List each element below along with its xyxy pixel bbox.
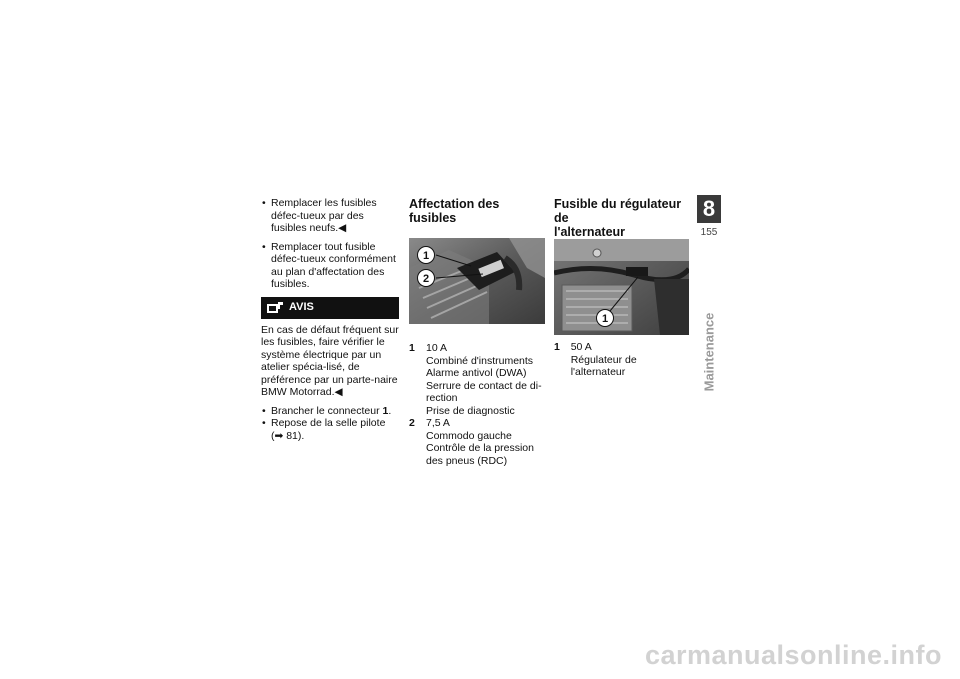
legend-line: Contrôle de la pression <box>426 442 534 454</box>
callout-2: 2 <box>422 273 430 285</box>
notice-header <box>261 297 399 319</box>
alternator-regulator-illustration <box>554 239 689 335</box>
column-middle <box>409 197 547 467</box>
alternator-legend <box>554 341 692 379</box>
seat-text: • Repose de la selle pilote <box>271 417 386 429</box>
seat-ref: (➡ 81). <box>271 429 305 442</box>
legend-item-1 <box>554 341 692 379</box>
legend-line: 7,5 A <box>426 417 450 429</box>
section-heading-alternator-fuse <box>554 197 692 239</box>
page-number: 155 <box>700 227 718 238</box>
fuse-box-photo <box>409 238 545 324</box>
legend-line: 10 A <box>426 342 448 354</box>
alternator-regulator-photo <box>554 239 689 335</box>
bullet-replace-according-plan: • Remplacer tout fusible défec-tueux conformément au plan d'affectation des fusibles. <box>261 241 399 291</box>
notice-label: AVIS <box>289 301 314 314</box>
callout-1: 1 <box>601 313 609 325</box>
heading-line-2: l'alternateur <box>554 225 626 239</box>
legend-line: Serrure de contact de di- <box>426 379 542 392</box>
bullet-refit-seat <box>261 417 399 442</box>
bullet-connect-connector <box>261 405 399 418</box>
section-heading-fuse-assignment: Affectation des fusibles <box>409 197 500 225</box>
legend-line: des pneus (RDC) <box>426 454 508 467</box>
legend-number: 2 <box>409 417 415 429</box>
column-left <box>261 197 399 448</box>
legend-line: Prise de diagnostic <box>426 404 515 417</box>
callout-1: 1 <box>422 250 430 262</box>
legend-item-1 <box>409 342 547 417</box>
connector-end: . <box>388 404 392 417</box>
legend-line: Commodo gauche <box>426 429 512 442</box>
legend-line: Régulateur de l'alternateur <box>570 353 637 378</box>
fuse-box-illustration <box>409 238 545 324</box>
legend-line: 50 A <box>570 341 592 353</box>
column-right <box>554 197 692 379</box>
legend-number: 1 <box>554 341 560 353</box>
bullet-replace-fuses: • Remplacer les fusibles défec-tueux par des fusibles neufs.◀ <box>261 197 399 235</box>
heading-line-1: Fusible du régulateur de <box>554 197 682 225</box>
fuse-legend <box>409 342 547 467</box>
notice-text: En cas de défaut fréquent sur les fusibles, faire vérifier le système électrique par un atelier spécia-lisé, de préférence par un parte-naire BMW Motorrad.◀ <box>261 323 399 398</box>
watermark: carmanualsonline.info <box>644 640 942 670</box>
chapter-number-badge: 8 <box>697 195 721 223</box>
service-notice-icon <box>267 301 283 314</box>
legend-line: Combiné d'instruments <box>426 354 534 367</box>
connector-text: Brancher le connecteur <box>271 404 383 417</box>
legend-line: rection <box>426 392 458 404</box>
chapter-title: Maintenance <box>701 312 717 392</box>
legend-number: 1 <box>409 342 415 354</box>
connector-ref: 1 <box>382 404 389 417</box>
legend-item-2 <box>409 417 547 467</box>
legend-line: Alarme antivol (DWA) <box>426 367 527 379</box>
